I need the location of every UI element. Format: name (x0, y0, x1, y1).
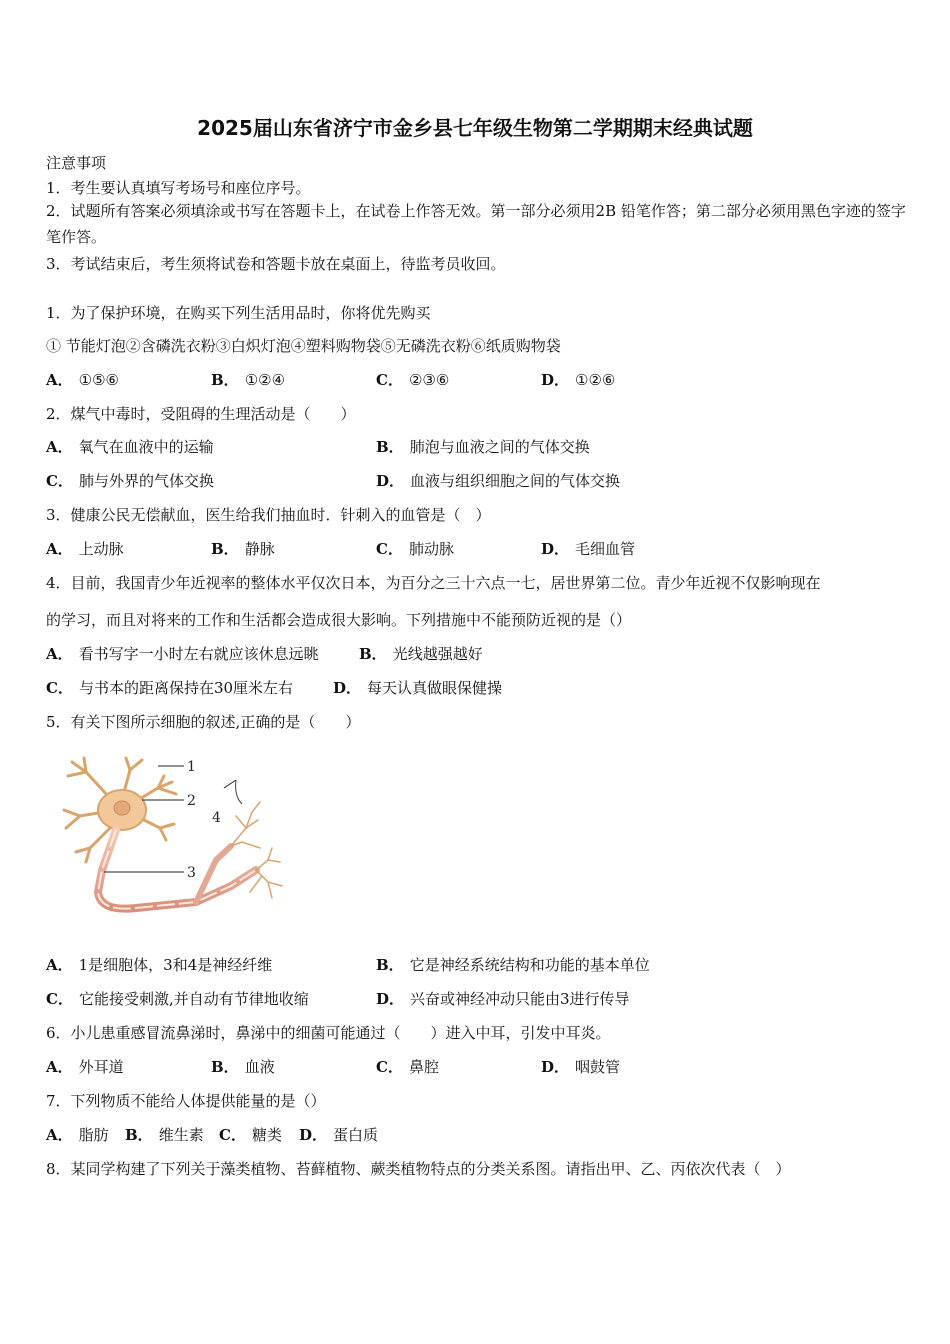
nucleus (114, 801, 130, 815)
option-c[interactable]: C． ②③⑥ (376, 371, 450, 389)
figure-label-2: 2 (187, 793, 196, 809)
option-d[interactable]: D． 血液与组织细胞之间的气体交换 (376, 472, 621, 490)
option-c[interactable]: C． 鼻腔 (376, 1058, 439, 1076)
question-stem-continued: 的学习，而且对将来的工作和生活都会造成很大影响。下列措施中不能预防近视的是（） (46, 611, 632, 629)
option-a[interactable]: A． 脂肪 (46, 1126, 109, 1144)
option-c[interactable]: C． 糖类 (219, 1126, 282, 1144)
question-extra: ① 节能灯泡②含磷洗衣粉③白炽灯泡④塑料购物袋⑤无磷洗衣粉⑥纸质购物袋 (46, 337, 561, 355)
option-a[interactable]: A． ①⑤⑥ (46, 371, 119, 389)
neuron-figure (46, 752, 286, 922)
label-4-pointer (224, 780, 236, 788)
option-b[interactable]: B． 它是神经系统结构和功能的基本单位 (376, 956, 650, 974)
figure-label-4: 4 (212, 810, 221, 826)
option-a[interactable]: A． 上动脉 (46, 540, 124, 558)
option-c[interactable]: C． 肺与外界的气体交换 (46, 472, 214, 490)
figure-label-3: 3 (187, 865, 196, 881)
option-d[interactable]: D． 咽鼓管 (541, 1058, 621, 1076)
option-a[interactable]: A． 氧气在血液中的运输 (46, 438, 214, 456)
question-stem: 3．健康公民无偿献血，医生给我们抽血时．针刺入的血管是（ ） (46, 506, 491, 524)
question-stem: 4．目前，我国青少年近视率的整体水平仅次日本，为百分之三十六点一七，居世界第二位。青少年近视不仅影响现在 (46, 574, 821, 592)
option-a[interactable]: A． 外耳道 (46, 1058, 124, 1076)
question-stem: 5．有关下图所示细胞的叙述,正确的是（ ） (46, 713, 361, 731)
option-b[interactable]: B． 维生素 (125, 1126, 204, 1144)
question-stem: 8．某同学构建了下列关于藻类植物、苔藓植物、蕨类植物特点的分类关系图。请指出甲、乙、丙依次代表（ ） (46, 1160, 791, 1178)
option-d[interactable]: D． 毛细血管 (541, 540, 636, 558)
option-d[interactable]: D． 兴奋或神经冲动只能由3进行传导 (376, 990, 630, 1008)
question-stem: 2．煤气中毒时，受阻碍的生理活动是（ ） (46, 405, 356, 423)
option-d[interactable]: D． 每天认真做眼保健操 (333, 679, 503, 697)
option-b[interactable]: B． ①②④ (211, 371, 286, 389)
notice-heading: 注意事项 (46, 154, 107, 172)
option-a[interactable]: A． 1是细胞体，3和4是神经纤维 (46, 956, 273, 974)
option-c[interactable]: C． 与书本的距离保持在30厘米左右 (46, 679, 294, 697)
notice-item: 2．试题所有答案必须填涂或书写在答题卡上，在试卷上作答无效。第一部分必须用2B 铅笔作答；第二部分必须用黑色字迹的签字笔作答。 (46, 202, 906, 246)
option-c[interactable]: C． 肺动脉 (376, 540, 454, 558)
question-stem: 7．下列物质不能给人体提供能量的是（） (46, 1092, 326, 1110)
notice-item: 3．考试结束后，考生须将试卷和答题卡放在桌面上，待监考员收回。 (46, 255, 506, 273)
option-a[interactable]: A． 看书写字一小时左右就应该休息远眺 (46, 645, 319, 663)
option-b[interactable]: B． 肺泡与血液之间的气体交换 (376, 438, 590, 456)
notice-item: 1．考生要认真填写考场号和座位序号。 (46, 179, 311, 197)
question-stem: 1．为了保护环境，在购买下列生活用品时，你将优先购买 (46, 304, 431, 322)
myelin-sheath (98, 830, 256, 909)
option-b[interactable]: B． 静脉 (211, 540, 275, 558)
page-title: 2025届山东省济宁市金乡县七年级生物第二学期期末经典试题 (197, 116, 753, 140)
option-d[interactable]: D． ①②⑥ (541, 371, 616, 389)
question-stem: 6．小儿患重感冒流鼻涕时，鼻涕中的细菌可能通过（ ）进入中耳，引发中耳炎。 (46, 1024, 611, 1042)
option-b[interactable]: B． 光线越强越好 (359, 645, 483, 663)
option-c[interactable]: C． 它能接受刺激,并自动有节律地收缩 (46, 990, 309, 1008)
option-d[interactable]: D． 蛋白质 (299, 1126, 379, 1144)
figure-label-1: 1 (187, 759, 196, 775)
axon (98, 830, 256, 909)
option-b[interactable]: B． 血液 (211, 1058, 275, 1076)
